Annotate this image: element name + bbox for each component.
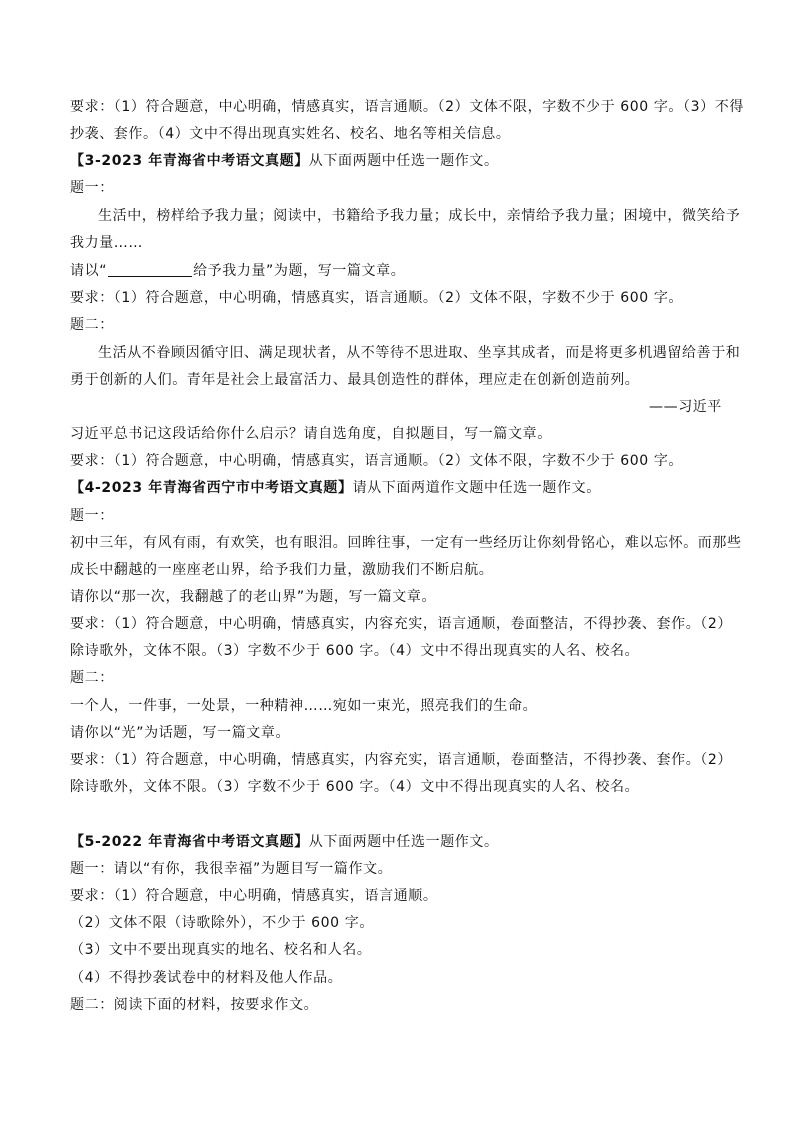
prompt-prefix: 请以“	[70, 263, 108, 279]
topic-label: 题一：	[70, 180, 114, 196]
requirement-line: 要求：（1）符合题意，中心明确，情感真实，语言通顺。（2）文体不限，字数不少于 600 字。	[70, 453, 684, 469]
header-instruction: 从下面两题中任选一题作文。	[308, 834, 499, 850]
requirement-line: 除诗歌外，文体不限。（3）字数不少于 600 字。（4）文中不得出现真实的人名、校名。	[70, 779, 640, 795]
requirement-line: 抄袭、套作。（4）文中不得出现真实姓名、校名、地名等相关信息。	[70, 126, 511, 142]
header-source: 【4-2023 年青海省西宁市中考语文真题】	[70, 480, 353, 496]
header-instruction: 从下面两题中任选一题作文。	[308, 153, 499, 169]
requirement-line: （4）不得抄袭试卷中的材料及他人作品。	[70, 970, 343, 986]
material-text: 一个人，一件事，一处景，一种精神……宛如一束光，照亮我们的生命。	[70, 698, 538, 714]
topic-label: 题一：	[70, 508, 114, 524]
topic-label: 题二：	[70, 670, 114, 686]
material-text: 勇于创新的人们。青年是社会上最富活力、最具创造性的群体，理应走在创新创造前列。	[70, 372, 640, 388]
topic-label: 题二：	[70, 317, 114, 333]
header-instruction: 请从下面两道作文题中任选一题作文。	[352, 480, 601, 496]
header-source: 【3-2023 年青海省中考语文真题】	[70, 153, 309, 169]
requirement-line: （2）文体不限（诗歌除外），不少于 600 字。	[70, 915, 374, 931]
question-header	[70, 151, 730, 171]
writing-prompt	[70, 261, 730, 281]
header-source: 【5-2022 年青海省中考语文真题】	[70, 834, 309, 850]
requirement-line: 除诗歌外，文体不限。（3）字数不少于 600 字。（4）文中不得出现真实的人名、校名。	[70, 643, 640, 659]
writing-prompt: 习近平总书记这段话给你什么启示？请自选角度，自拟题目，写一篇文章。	[70, 426, 552, 442]
material-text: 生活从不眷顾因循守旧、满足现状者，从不等待不思进取、坐享其成者，而是将更多机遇留给善于和	[98, 345, 741, 361]
requirement-line: 要求：（1）符合题意，中心明确，情感真实，语言通顺。	[70, 888, 438, 904]
material-text: 初中三年，有风有雨，有欢笑，也有眼泪。回眸往事，一定有一些经历让你刻骨铭心，难以忘怀。而那些	[70, 535, 742, 551]
requirement-line: 要求：（1）符合题意，中心明确，情感真实，语言通顺。（2）文体不限，字数不少于 600 字。	[70, 290, 684, 306]
quote-attribution: ——习近平	[649, 399, 722, 415]
material-text: 成长中翻越的一座座老山界，给予我们力量，激励我们不断启航。	[70, 562, 494, 578]
requirement-line: 要求：（1）符合题意，中心明确，情感真实，语言通顺。（2）文体不限，字数不少于 600 字。（3）不得	[70, 99, 744, 115]
requirement-line: （3）文中不要出现真实的地名、校名和人名。	[70, 942, 372, 958]
writing-prompt: 题一：请以“有你，我很幸福”为题目写一篇作文。	[70, 861, 393, 877]
question-header	[70, 832, 730, 852]
material-text: 我力量……	[70, 235, 143, 251]
fill-blank	[108, 262, 192, 277]
requirement-line: 要求：（1）符合题意，中心明确，情感真实，内容充实，语言通顺，卷面整洁，不得抄袭、套作。（2）	[70, 616, 733, 632]
requirement-line: 要求：（1）符合题意，中心明确，情感真实，内容充实，语言通顺，卷面整洁，不得抄袭、套作。（2）	[70, 752, 733, 768]
writing-prompt: 题二：阅读下面的材料，按要求作文。	[70, 997, 319, 1013]
prompt-suffix: 给予我力量”为题，写一篇文章。	[193, 263, 406, 279]
writing-prompt: 请你以“光”为话题，写一篇文章。	[70, 725, 291, 741]
question-header	[70, 478, 730, 498]
writing-prompt: 请你以“那一次，我翻越了的老山界”为题，写一篇文章。	[70, 589, 437, 605]
material-text: 生活中，榜样给予我力量；阅读中，书籍给予我力量；成长中，亲情给予我力量；困境中，微笑给予	[98, 208, 741, 224]
